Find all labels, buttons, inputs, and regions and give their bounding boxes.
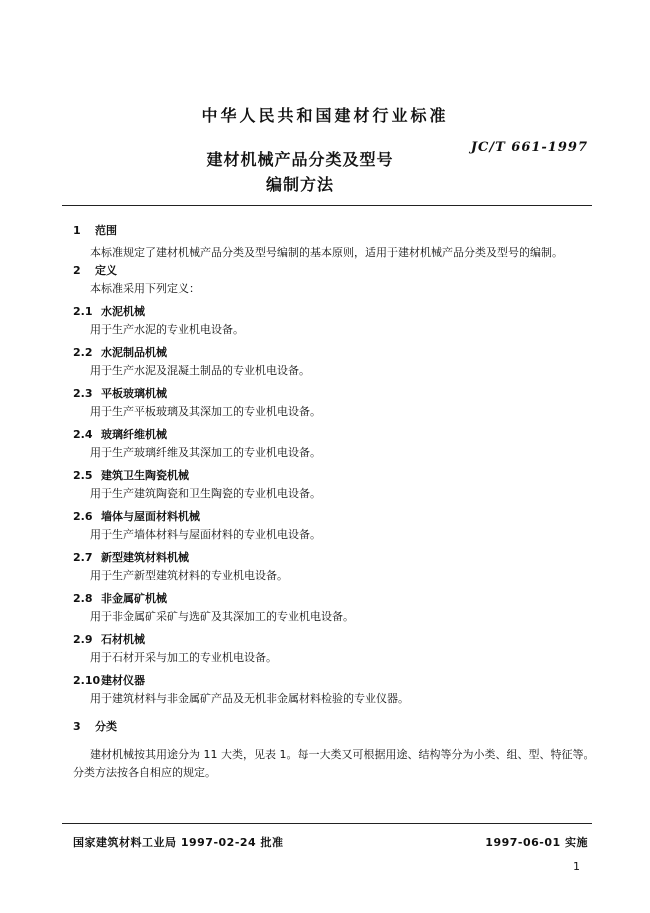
clause-number: 2.3 xyxy=(73,387,93,400)
document-title-line1: 建材机械产品分类及型号 xyxy=(206,150,394,169)
clause-title: 建材仪器 xyxy=(101,674,145,687)
clause-number: 2.8 xyxy=(73,592,93,605)
header-divider xyxy=(62,205,592,206)
clause-heading xyxy=(73,303,595,321)
clause-title: 墙体与屋面材料机械 xyxy=(101,510,200,523)
clause-definition: 用于生产新型建筑材料的专业机电设备。 xyxy=(90,569,288,582)
clause-definition: 用于非金属矿采矿与选矿及其深加工的专业机电设备。 xyxy=(90,610,354,623)
clause-number: 2.2 xyxy=(73,346,93,359)
section-title: 范围 xyxy=(95,224,117,237)
section-heading-definitions xyxy=(73,262,595,280)
clause-number: 2.4 xyxy=(73,428,93,441)
effective-date: 1997-06-01 实施 xyxy=(485,836,588,849)
approval-note: 国家建筑材料工业局 1997-02-24 批准 xyxy=(73,836,284,849)
clause-title: 玻璃纤维机械 xyxy=(101,428,167,441)
clause-number: 2.7 xyxy=(73,551,93,564)
clause-heading xyxy=(73,672,595,690)
clause-definition: 用于生产建筑陶瓷和卫生陶瓷的专业机电设备。 xyxy=(90,487,321,500)
clause-title: 建筑卫生陶瓷机械 xyxy=(101,469,189,482)
clause-title: 水泥制品机械 xyxy=(101,346,167,359)
footer-divider xyxy=(62,823,592,824)
clause-definition: 用于生产玻璃纤维及其深加工的专业机电设备。 xyxy=(90,446,321,459)
clause-title: 非金属矿机械 xyxy=(101,592,167,605)
clause-number: 2.1 xyxy=(73,305,93,318)
standard-header-title: 中华人民共和国建材行业标准 xyxy=(201,106,449,125)
clause-title: 平板玻璃机械 xyxy=(101,387,167,400)
section-title: 定义 xyxy=(95,264,117,277)
clause-heading xyxy=(73,631,595,649)
standard-code: JC/T 661-1997 xyxy=(470,140,588,155)
clause-heading xyxy=(73,467,595,485)
scope-paragraph: 本标准规定了建材机械产品分类及型号编制的基本原则，适用于建材机械产品分类及型号的编制。 xyxy=(90,246,563,259)
clause-number: 2.10 xyxy=(73,674,101,687)
clause-number: 2.9 xyxy=(73,633,93,646)
section-number: 1 xyxy=(73,224,81,237)
document-body xyxy=(73,222,595,782)
definitions-intro: 本标准采用下列定义： xyxy=(90,282,200,295)
clause-title: 新型建筑材料机械 xyxy=(101,551,189,564)
clause-definition: 用于生产墙体材料与屋面材料的专业机电设备。 xyxy=(90,528,321,541)
clause-heading xyxy=(73,385,595,403)
clause-heading xyxy=(73,426,595,444)
section-title: 分类 xyxy=(95,720,117,733)
section-number: 2 xyxy=(73,264,81,277)
clause-number: 2.6 xyxy=(73,510,93,523)
clause-number: 2.5 xyxy=(73,469,93,482)
clause-title: 水泥机械 xyxy=(101,305,145,318)
section-heading-scope xyxy=(73,222,595,240)
classification-paragraph-line1: 建材机械按其用途分为 11 大类，见表 1。每一大类又可根据用途、结构等分为小类、组、型、特征等。 xyxy=(90,748,595,761)
clause-title: 石材机械 xyxy=(101,633,145,646)
section-number: 3 xyxy=(73,720,81,733)
clause-definition: 用于生产水泥的专业机电设备。 xyxy=(90,323,244,336)
clause-definition: 用于生产平板玻璃及其深加工的专业机电设备。 xyxy=(90,405,321,418)
classification-paragraph-line2: 分类方法按各自相应的规定。 xyxy=(73,766,216,779)
clause-heading xyxy=(73,549,595,567)
page-number: 1 xyxy=(573,860,580,873)
clause-heading xyxy=(73,508,595,526)
clause-heading xyxy=(73,344,595,362)
document-title-line2: 编制方法 xyxy=(265,175,334,194)
clause-definition: 用于生产水泥及混凝土制品的专业机电设备。 xyxy=(90,364,310,377)
clause-definition: 用于石材开采与加工的专业机电设备。 xyxy=(90,651,277,664)
clause-heading xyxy=(73,590,595,608)
clause-definition: 用于建筑材料与非金属矿产品及无机非金属材料检验的专业仪器。 xyxy=(90,692,409,705)
definition-clauses xyxy=(73,303,595,708)
section-heading-classification xyxy=(73,718,595,736)
